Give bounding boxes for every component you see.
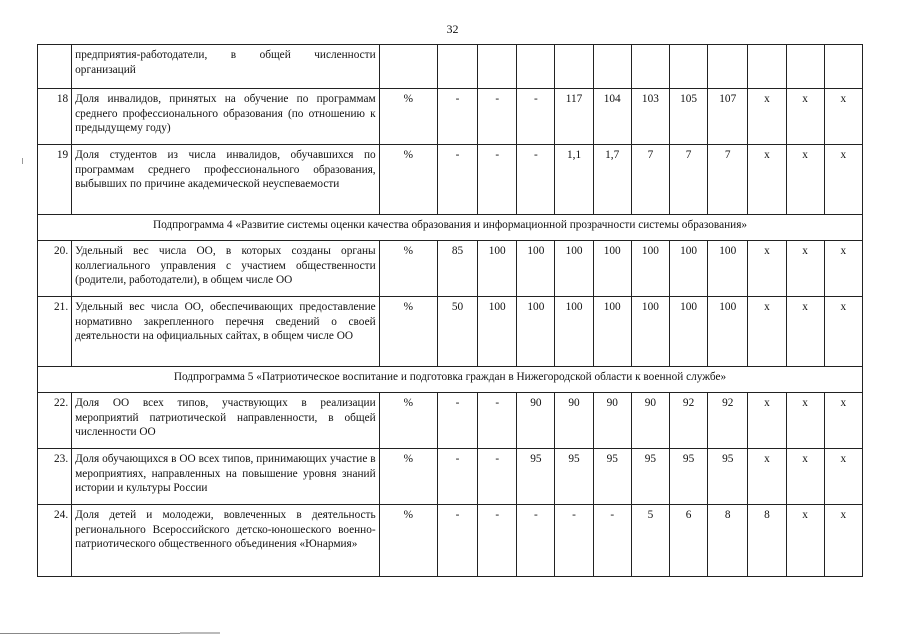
value-cell: х	[786, 241, 824, 297]
value-cell: 104	[593, 89, 631, 145]
value-cell: 100	[593, 297, 631, 367]
value-cell: 90	[631, 393, 669, 449]
indicator-name: Удельный вес числа ОО, обеспечивающих предоставление нормативно закрепленного перечня сведений о своей деятельности на официальных сайтах, в общем числе ОО	[72, 297, 379, 367]
value-cell: -	[555, 505, 593, 577]
value-cell: х	[748, 89, 786, 145]
value-cell: -	[437, 449, 477, 505]
value-cell: 100	[517, 241, 555, 297]
unit-cell: %	[379, 393, 437, 449]
value-cell: -	[517, 145, 555, 215]
unit-cell: %	[379, 449, 437, 505]
value-cell: 103	[631, 89, 669, 145]
indicator-name: Доля студентов из числа инвалидов, обучавшихся по программам среднего профессионального образования, выбывших по причине академической неуспеваемости	[72, 145, 379, 215]
value-cell: х	[824, 449, 862, 505]
value-cell: х	[824, 241, 862, 297]
value-cell: -	[517, 505, 555, 577]
value-cell: х	[824, 505, 862, 577]
row-number: 19	[38, 145, 72, 215]
section-row	[38, 215, 863, 241]
value-cell: х	[824, 393, 862, 449]
value-cell: -	[437, 89, 477, 145]
indicator-name: Доля детей и молодежи, вовлеченных в деятельность регионального Всероссийского детско-юношеского военно-патриотического общественного объединения «Юнармия»	[72, 505, 379, 577]
value-cell	[631, 45, 669, 89]
value-cell: -	[478, 449, 517, 505]
value-cell: х	[824, 297, 862, 367]
row-number: 20.	[38, 241, 72, 297]
value-cell	[478, 45, 517, 89]
value-cell: х	[824, 89, 862, 145]
value-cell: х	[748, 241, 786, 297]
value-cell	[786, 45, 824, 89]
value-cell: 1,1	[555, 145, 593, 215]
value-cell: х	[786, 145, 824, 215]
indicator-name: Доля обучающихся в ОО всех типов, принимающих участие в мероприятиях, направленных на повышение уровня знаний истории и культуры России	[72, 449, 379, 505]
value-cell: 8	[708, 505, 748, 577]
unit-cell: %	[379, 505, 437, 577]
table-row	[38, 89, 863, 145]
value-cell: -	[437, 393, 477, 449]
value-cell: х	[748, 393, 786, 449]
value-cell	[669, 45, 707, 89]
scan-mark	[22, 158, 23, 164]
value-cell: х	[748, 449, 786, 505]
value-cell: -	[437, 145, 477, 215]
value-cell: х	[824, 145, 862, 215]
indicator-name: Удельный вес числа ОО, в которых созданы органы коллегиального управления с участием общественности (родители, работодатели), в общем числе ОО	[72, 241, 379, 297]
value-cell: 5	[631, 505, 669, 577]
value-cell: 95	[669, 449, 707, 505]
value-cell: 6	[669, 505, 707, 577]
unit-cell: %	[379, 241, 437, 297]
value-cell	[437, 45, 477, 89]
value-cell: 1,7	[593, 145, 631, 215]
value-cell: 7	[669, 145, 707, 215]
value-cell: 95	[555, 449, 593, 505]
value-cell: 117	[555, 89, 593, 145]
unit-cell	[379, 45, 437, 89]
unit-cell: %	[379, 89, 437, 145]
value-cell: 100	[708, 241, 748, 297]
table-row	[38, 505, 863, 577]
table-row	[38, 241, 863, 297]
value-cell: -	[437, 505, 477, 577]
table-row	[38, 45, 863, 89]
table-row	[38, 297, 863, 367]
scan-edge-line	[180, 632, 220, 634]
value-cell	[824, 45, 862, 89]
value-cell: 100	[708, 297, 748, 367]
value-cell: 100	[631, 297, 669, 367]
value-cell: 100	[555, 241, 593, 297]
value-cell: 100	[669, 241, 707, 297]
row-number: 22.	[38, 393, 72, 449]
value-cell: 90	[517, 393, 555, 449]
table-row	[38, 393, 863, 449]
row-number: 23.	[38, 449, 72, 505]
value-cell: -	[478, 145, 517, 215]
value-cell: х	[786, 297, 824, 367]
value-cell: 90	[555, 393, 593, 449]
value-cell: 100	[555, 297, 593, 367]
value-cell: 100	[478, 297, 517, 367]
value-cell: -	[517, 89, 555, 145]
subprogram-title: Подпрограмма 4 «Развитие системы оценки качества образования и информационной прозрачности системы образования»	[38, 215, 863, 241]
subprogram-title: Подпрограмма 5 «Патриотическое воспитание и подготовка граждан в Нижегородской области к военной службе»	[38, 367, 863, 393]
value-cell: -	[478, 505, 517, 577]
table-row	[38, 145, 863, 215]
table-row	[38, 449, 863, 505]
unit-cell: %	[379, 145, 437, 215]
value-cell: х	[786, 393, 824, 449]
row-number: 24.	[38, 505, 72, 577]
value-cell: 100	[669, 297, 707, 367]
value-cell: 95	[593, 449, 631, 505]
value-cell	[517, 45, 555, 89]
value-cell: 85	[437, 241, 477, 297]
page-number: 32	[446, 22, 459, 36]
row-number: 18	[38, 89, 72, 145]
value-cell: 95	[708, 449, 748, 505]
indicators-table	[37, 44, 863, 577]
value-cell: 107	[708, 89, 748, 145]
value-cell: 100	[478, 241, 517, 297]
value-cell: 95	[517, 449, 555, 505]
indicator-name: Доля инвалидов, принятых на обучение по программам среднего профессионального образования (по отношению к предыдущему году)	[72, 89, 379, 145]
value-cell: х	[786, 449, 824, 505]
value-cell: 100	[517, 297, 555, 367]
row-number: 21.	[38, 297, 72, 367]
value-cell	[593, 45, 631, 89]
indicator-name: предприятия-работодатели, в общей численности организаций	[72, 45, 379, 89]
unit-cell: %	[379, 297, 437, 367]
value-cell: 100	[631, 241, 669, 297]
scan-edge-line	[0, 633, 180, 634]
row-number	[38, 45, 72, 89]
value-cell: 8	[748, 505, 786, 577]
value-cell: 92	[708, 393, 748, 449]
value-cell: 90	[593, 393, 631, 449]
section-row	[38, 367, 863, 393]
indicator-name: Доля ОО всех типов, участвующих в реализации мероприятий патриотической направленности, в общей численности ОО	[72, 393, 379, 449]
value-cell	[708, 45, 748, 89]
value-cell: -	[478, 393, 517, 449]
value-cell	[555, 45, 593, 89]
value-cell: х	[786, 89, 824, 145]
value-cell: х	[786, 505, 824, 577]
value-cell	[748, 45, 786, 89]
value-cell: 100	[593, 241, 631, 297]
value-cell: х	[748, 297, 786, 367]
value-cell: х	[748, 145, 786, 215]
value-cell: 105	[669, 89, 707, 145]
value-cell: 7	[708, 145, 748, 215]
value-cell: -	[593, 505, 631, 577]
value-cell: 92	[669, 393, 707, 449]
value-cell: 50	[437, 297, 477, 367]
value-cell: 7	[631, 145, 669, 215]
value-cell: 95	[631, 449, 669, 505]
value-cell: -	[478, 89, 517, 145]
